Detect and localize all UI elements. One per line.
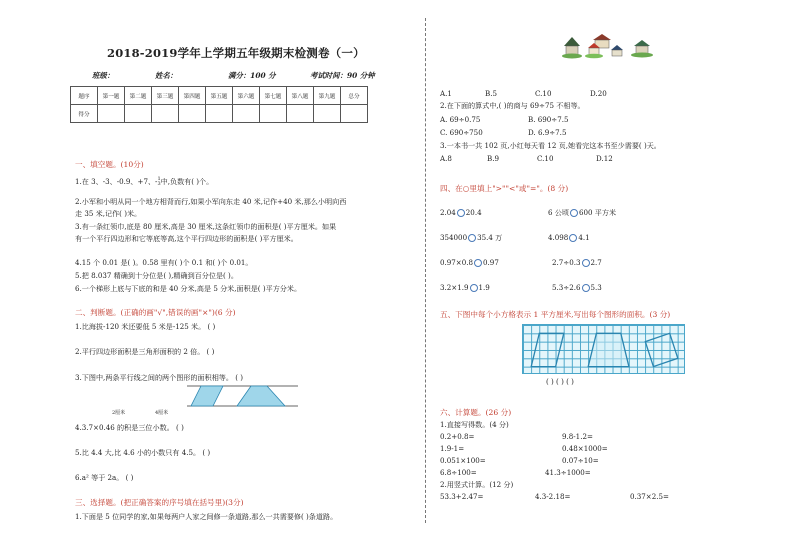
quadrilateral-shape <box>645 333 678 366</box>
table-cell: 第四题 <box>179 87 206 105</box>
house-icon <box>631 40 653 58</box>
compare-item <box>552 258 602 267</box>
score-input-cell[interactable] <box>314 105 341 123</box>
score-input-cell[interactable] <box>206 105 233 123</box>
area-grid <box>522 324 685 374</box>
table-cell: 第六题 <box>233 87 260 105</box>
compare-answer-circle[interactable] <box>468 234 476 242</box>
question-3-line-1: 3.有一条红领巾,底是 80 厘米,高是 30 厘米,这条红领巾的面积是( )平方厘米。如果 <box>75 222 337 231</box>
choice-1-option-c: C.10 <box>535 89 552 98</box>
compare-item <box>440 283 490 292</box>
judge-2: 2.平行四边形面积是三角形面积的 2 倍。 ( ) <box>75 347 215 356</box>
compare-item <box>440 233 502 243</box>
compare-left: 2.04 <box>440 208 456 217</box>
compare-left: 2.7÷0.3 <box>552 258 581 267</box>
question-2-line-1: 2.小军和小明从同一个地方相背而行,如果小军向东走 40 米,记作+40 米,那么小明向西 <box>75 197 347 206</box>
vertical-calc-item: 53.3+2.47= <box>440 492 484 501</box>
compare-answer-circle[interactable] <box>457 209 465 217</box>
figure-label-2cm: 2厘米 <box>112 410 126 416</box>
score-input-cell[interactable] <box>179 105 206 123</box>
parallel-lines-figure <box>185 383 300 409</box>
compare-item <box>440 208 482 217</box>
calc-item: 0.48×1000= <box>562 444 608 453</box>
compare-left: 3.2×1.9 <box>440 283 469 292</box>
choice-3-option-b: B.9 <box>487 154 499 163</box>
choice-1-option-b: B.5 <box>485 89 497 98</box>
compare-right: 600 平方米 <box>578 208 617 217</box>
table-cell: 题序 <box>71 87 98 105</box>
full-score-label: 满分：100 分 <box>228 71 276 80</box>
choice-3: 3.一本书一共 102 页,小红每天看 12 页,她看完这本书至少需要( )天。 <box>440 141 661 150</box>
compare-left: 4.098 <box>548 233 569 242</box>
compare-answer-circle[interactable] <box>582 259 590 267</box>
table-cell: 第三题 <box>152 87 179 105</box>
compare-answer-circle[interactable] <box>470 284 478 292</box>
score-table-header-row <box>71 87 368 105</box>
name-label: 姓名： <box>155 71 178 80</box>
score-input-cell[interactable] <box>98 105 125 123</box>
section-choice-title: 三、选择题。(把正确答案的序号填在括号里)(3分) <box>75 498 244 507</box>
house-icon <box>611 45 623 56</box>
question-4: 4.15 个 0.01 是( )。0.58 里有( )个 0.1 和( )个 0.01。 <box>75 258 253 267</box>
compare-right: 2.7 <box>590 258 602 267</box>
exam-time-label: 考试时间：90 分钟 <box>310 71 375 80</box>
section-calculation-title: 六、计算题。(26 分) <box>440 408 512 417</box>
compare-answer-circle[interactable] <box>474 259 482 267</box>
compare-right: 0.97 <box>483 258 499 267</box>
trapezoid-shape <box>588 333 629 366</box>
compare-item <box>440 258 499 267</box>
area-answer-blanks: ( ) ( ) ( ) <box>546 377 574 386</box>
area-shapes <box>523 325 686 375</box>
vertical-calc-item: 0.37×2.5= <box>630 492 669 501</box>
choice-3-option-d: D.12 <box>596 154 613 163</box>
section-fill-blanks-title: 一、填空题。(10分) <box>75 160 144 169</box>
judge-4: 4.3.7×0.46 的积是三位小数。 ( ) <box>75 423 184 432</box>
calc-item: 0.051×100= <box>440 456 486 465</box>
parallelogram-shape <box>531 333 564 366</box>
fraction-numerator: 1 <box>157 176 161 182</box>
score-table <box>70 86 368 123</box>
table-cell: 第七题 <box>260 87 287 105</box>
section-true-false-title: 二、判断题。(正确的画"√",错误的画"×")(6 分) <box>75 308 236 317</box>
compare-item <box>552 283 602 292</box>
table-cell: 第一题 <box>98 87 125 105</box>
score-input-cell[interactable] <box>287 105 314 123</box>
question-5: 5.把 8.037 精确到十分位是( ),精确到百分位是( )。 <box>75 271 238 280</box>
vertical-calc-item: 4.3-2.18= <box>535 492 571 501</box>
table-cell: 第五题 <box>206 87 233 105</box>
choice-2-option-d: D. 6.9÷7.5 <box>528 128 567 137</box>
table-cell: 第九题 <box>314 87 341 105</box>
figure-label-4cm: 4厘米 <box>155 410 169 416</box>
table-cell: 得分 <box>71 105 98 123</box>
question-2-line-2: 走 35 米,记作( )米。 <box>75 209 142 218</box>
page-title: 2018-2019学年上学期五年级期末检测卷（一） <box>107 46 365 60</box>
houses-illustration <box>560 32 660 60</box>
column-divider <box>425 18 426 523</box>
judge-5: 5.比 4.4 大,比 4.6 小的小数只有 4.5。 ( ) <box>75 448 211 457</box>
question-3-line-2: 有一个平行四边形和它等底等高,这个平行四边形的面积是( )平方厘米。 <box>75 234 298 243</box>
calc-item: 1.9-1= <box>440 444 465 453</box>
choice-2-option-a: A. 69÷0.75 <box>440 115 481 124</box>
compare-answer-circle[interactable] <box>582 284 590 292</box>
calc-item: 6.8÷100= <box>440 468 477 477</box>
compare-right: 1.9 <box>478 283 490 292</box>
choice-2-option-c: C. 690÷750 <box>440 128 483 137</box>
parallelogram-shape <box>191 386 223 406</box>
compare-left: 0.97×0.8 <box>440 258 474 267</box>
score-input-cell[interactable] <box>233 105 260 123</box>
house-icon <box>562 37 582 59</box>
table-cell: 第八题 <box>287 87 314 105</box>
calc-part-1-title: 1.直接写得数。(4 分) <box>440 420 509 429</box>
calc-item: 41.3÷1000= <box>545 468 591 477</box>
score-input-cell[interactable] <box>152 105 179 123</box>
section-compare-title: 四、在○里填上">""<"或"="。(8 分) <box>440 184 569 193</box>
compare-right: 5.3 <box>590 283 602 292</box>
compare-right: 20.4 <box>465 208 482 217</box>
table-cell: 第二题 <box>125 87 152 105</box>
compare-left: 6 公顷 <box>548 208 569 217</box>
choice-1: 1.下面是 5 位同学的家,如果每两户人家之间修一条道路,那么一共需要修( )条道路。 <box>75 512 338 521</box>
question-1 <box>75 177 213 187</box>
score-table-score-row <box>71 105 368 123</box>
trapezoid-shape <box>237 386 285 406</box>
choice-2-option-b: B. 690÷7.5 <box>528 115 569 124</box>
question-6: 6.一个梯形上底与下底的和是 40 分米,高是 5 分米,面积是( )平方分米。 <box>75 284 302 293</box>
judge-6: 6.a² 等于 2a。 ( ) <box>75 473 134 482</box>
score-input-cell[interactable] <box>125 105 152 123</box>
choice-3-option-a: A.8 <box>440 154 452 163</box>
calc-item: 0.07÷10= <box>562 456 599 465</box>
question-text: 中,负数有( )个。 <box>160 177 214 186</box>
class-label: 班级： <box>92 71 115 80</box>
compare-left: 354000 <box>440 233 468 242</box>
compare-item <box>548 208 616 218</box>
choice-3-option-c: C.10 <box>537 154 554 163</box>
judge-3: 3.下图中,两条平行线之间的两个图形的面积相等。 ( ) <box>75 373 244 382</box>
compare-answer-circle[interactable] <box>569 234 577 242</box>
table-cell: 总分 <box>341 87 368 105</box>
judge-1: 1.比海拔-120 米还要低 5 米是-125 米。 ( ) <box>75 322 216 331</box>
score-input-cell[interactable] <box>260 105 287 123</box>
choice-2: 2.在下面的算式中,( )的商与 69÷75 不相等。 <box>440 101 585 110</box>
fraction-denominator: 3 <box>157 181 161 187</box>
score-input-cell[interactable] <box>341 105 368 123</box>
calc-item: 9.8-1.2= <box>562 432 593 441</box>
choice-1-option-d: D.20 <box>590 89 607 98</box>
calc-item: 0.2+0.8= <box>440 432 475 441</box>
compare-item <box>548 233 590 242</box>
section-area-title: 五、下图中每个小方格表示 1 平方厘米,写出每个图形的面积。(3 分) <box>440 310 671 319</box>
compare-answer-circle[interactable] <box>570 209 578 217</box>
calc-part-2-title: 2.用竖式计算。(12 分) <box>440 480 514 489</box>
choice-1-option-a: A.1 <box>440 89 452 98</box>
question-text: 1.在 3、-3、-0.9、+7、- <box>75 177 158 186</box>
compare-right: 4.1 <box>578 233 590 242</box>
compare-right: 35.4 万 <box>477 233 503 242</box>
compare-left: 5.3÷2.6 <box>552 283 581 292</box>
